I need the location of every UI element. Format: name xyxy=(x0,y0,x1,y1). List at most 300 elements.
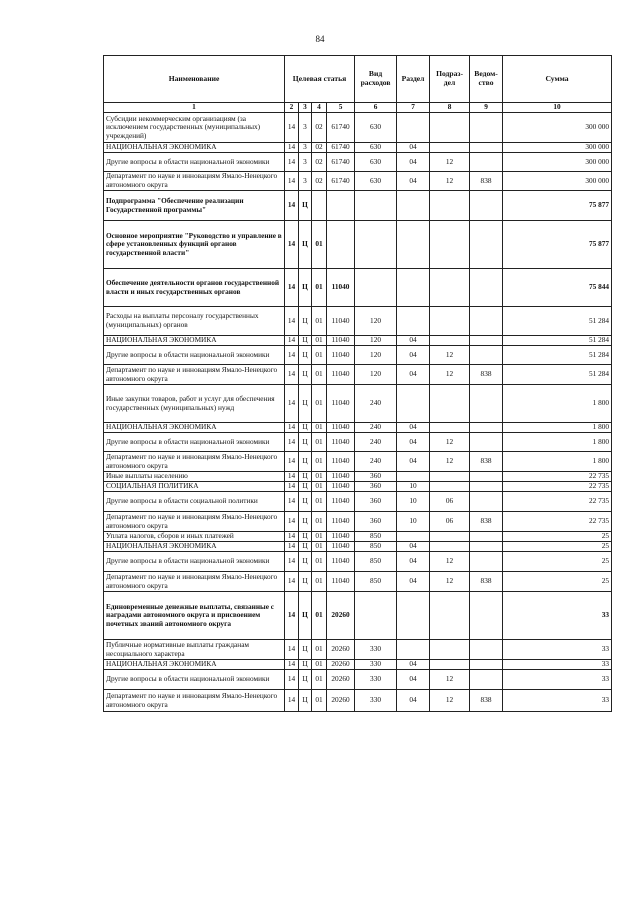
cell-target-program: 14 xyxy=(285,670,299,690)
cell-vedomstvo: 838 xyxy=(470,365,503,385)
cell-summa: 75 877 xyxy=(503,221,612,269)
column-number: 9 xyxy=(470,103,503,113)
cell-target-event: 01 xyxy=(312,452,327,472)
cell-summa: 25 xyxy=(503,532,612,542)
cell-vid: 330 xyxy=(355,690,397,712)
cell-target-subprogram: Ц xyxy=(299,552,312,572)
cell-target-event: 01 xyxy=(312,433,327,452)
cell-podrazdel xyxy=(430,336,470,346)
table-row xyxy=(104,512,612,532)
cell-target-event: 01 xyxy=(312,592,327,640)
cell-razdel xyxy=(397,532,430,542)
cell-vid: 330 xyxy=(355,660,397,670)
cell-target-program: 14 xyxy=(285,423,299,433)
cell-target-event: 02 xyxy=(312,153,327,172)
column-number: 10 xyxy=(503,103,612,113)
cell-name: Департамент по науке и инновациям Ямало-Ненецкого автономного округа xyxy=(104,452,285,472)
cell-summa: 25 xyxy=(503,542,612,552)
cell-podrazdel: 12 xyxy=(430,670,470,690)
cell-razdel xyxy=(397,640,430,660)
table-row xyxy=(104,492,612,512)
cell-name: Другие вопросы в области социальной политики xyxy=(104,492,285,512)
cell-vid: 240 xyxy=(355,452,397,472)
cell-target-program: 14 xyxy=(285,640,299,660)
cell-podrazdel: 12 xyxy=(430,346,470,365)
cell-razdel: 10 xyxy=(397,492,430,512)
cell-vedomstvo xyxy=(470,307,503,336)
cell-target-event: 01 xyxy=(312,690,327,712)
cell-target-code xyxy=(327,191,355,221)
cell-summa: 33 xyxy=(503,640,612,660)
table-row xyxy=(104,592,612,640)
table-row xyxy=(104,385,612,423)
cell-podrazdel: 12 xyxy=(430,172,470,191)
column-number-row xyxy=(104,103,612,113)
column-number: 1 xyxy=(104,103,285,113)
cell-vid: 120 xyxy=(355,336,397,346)
table-row xyxy=(104,452,612,472)
cell-target-code: 11040 xyxy=(327,482,355,492)
cell-name: Департамент по науке и инновациям Ямало-Ненецкого автономного округа xyxy=(104,365,285,385)
cell-summa: 33 xyxy=(503,690,612,712)
cell-target-subprogram: Ц xyxy=(299,512,312,532)
cell-name: Иные закупки товаров, работ и услуг для обеспечения государственных (муниципальных) нужд xyxy=(104,385,285,423)
cell-target-program: 14 xyxy=(285,532,299,542)
cell-target-program: 14 xyxy=(285,542,299,552)
cell-razdel xyxy=(397,385,430,423)
table-row xyxy=(104,670,612,690)
table-row xyxy=(104,346,612,365)
cell-target-subprogram: 3 xyxy=(299,153,312,172)
cell-summa: 75 844 xyxy=(503,269,612,307)
cell-razdel: 04 xyxy=(397,172,430,191)
table-body xyxy=(104,113,612,712)
cell-target-subprogram: Ц xyxy=(299,221,312,269)
cell-vedomstvo xyxy=(470,670,503,690)
cell-razdel xyxy=(397,307,430,336)
cell-target-event: 01 xyxy=(312,660,327,670)
cell-summa: 25 xyxy=(503,572,612,592)
cell-razdel: 04 xyxy=(397,365,430,385)
cell-podrazdel: 12 xyxy=(430,365,470,385)
cell-target-subprogram: Ц xyxy=(299,385,312,423)
table-row xyxy=(104,336,612,346)
cell-name: НАЦИОНАЛЬНАЯ ЭКОНОМИКА xyxy=(104,336,285,346)
table-row xyxy=(104,269,612,307)
table-row xyxy=(104,532,612,542)
cell-vid: 330 xyxy=(355,640,397,660)
cell-target-program: 14 xyxy=(285,336,299,346)
cell-podrazdel xyxy=(430,532,470,542)
cell-podrazdel xyxy=(430,269,470,307)
cell-target-code: 11040 xyxy=(327,307,355,336)
cell-razdel: 04 xyxy=(397,542,430,552)
cell-name: Другие вопросы в области национальной экономики xyxy=(104,552,285,572)
cell-summa: 33 xyxy=(503,670,612,690)
cell-target-event: 01 xyxy=(312,670,327,690)
cell-target-code: 11040 xyxy=(327,269,355,307)
cell-razdel: 04 xyxy=(397,690,430,712)
cell-summa: 22 735 xyxy=(503,482,612,492)
cell-target-event: 01 xyxy=(312,423,327,433)
cell-target-subprogram: Ц xyxy=(299,365,312,385)
cell-target-code: 61740 xyxy=(327,113,355,143)
table-row xyxy=(104,640,612,660)
table-row xyxy=(104,472,612,482)
cell-vedomstvo: 838 xyxy=(470,690,503,712)
cell-target-event: 01 xyxy=(312,336,327,346)
cell-target-event: 01 xyxy=(312,472,327,482)
cell-vid: 360 xyxy=(355,512,397,532)
cell-podrazdel xyxy=(430,482,470,492)
cell-vedomstvo xyxy=(470,482,503,492)
header-vid: Вид расходов xyxy=(355,56,397,103)
cell-podrazdel xyxy=(430,640,470,660)
page-number: 84 xyxy=(315,34,325,44)
cell-vid: 120 xyxy=(355,307,397,336)
cell-target-event: 01 xyxy=(312,346,327,365)
cell-summa: 300 000 xyxy=(503,153,612,172)
cell-razdel: 04 xyxy=(397,423,430,433)
cell-razdel xyxy=(397,221,430,269)
cell-target-program: 14 xyxy=(285,433,299,452)
cell-summa: 51 284 xyxy=(503,346,612,365)
cell-target-subprogram: Ц xyxy=(299,346,312,365)
cell-name: Единовременные денежные выплаты, связанные с наградами автономного округа и присвоением почетных званий автономного округа xyxy=(104,592,285,640)
cell-target-program: 14 xyxy=(285,482,299,492)
cell-name: Уплата налогов, сборов и иных платежей xyxy=(104,532,285,542)
cell-target-program: 14 xyxy=(285,113,299,143)
cell-name: Другие вопросы в области национальной экономики xyxy=(104,433,285,452)
cell-target-event: 01 xyxy=(312,365,327,385)
column-number: 7 xyxy=(397,103,430,113)
budget-table xyxy=(103,55,612,712)
cell-razdel: 04 xyxy=(397,572,430,592)
cell-razdel: 04 xyxy=(397,346,430,365)
cell-podrazdel: 12 xyxy=(430,690,470,712)
cell-name: Другие вопросы в области национальной экономики xyxy=(104,670,285,690)
cell-summa: 1 800 xyxy=(503,452,612,472)
cell-target-subprogram: Ц xyxy=(299,532,312,542)
cell-target-event: 01 xyxy=(312,552,327,572)
cell-razdel: 04 xyxy=(397,336,430,346)
cell-target-program: 14 xyxy=(285,472,299,482)
cell-podrazdel xyxy=(430,385,470,423)
cell-name: Основное мероприятие "Руководство и управление в сфере установленных функций органов государственной власти" xyxy=(104,221,285,269)
cell-name: Другие вопросы в области национальной экономики xyxy=(104,346,285,365)
cell-summa: 1 800 xyxy=(503,433,612,452)
cell-vid: 850 xyxy=(355,552,397,572)
cell-name: Расходы на выплаты персоналу государственных (муниципальных) органов xyxy=(104,307,285,336)
cell-target-code: 11040 xyxy=(327,572,355,592)
cell-vid: 850 xyxy=(355,532,397,542)
cell-target-subprogram: 3 xyxy=(299,172,312,191)
cell-vid: 240 xyxy=(355,385,397,423)
cell-target-code: 20260 xyxy=(327,592,355,640)
cell-vedomstvo xyxy=(470,492,503,512)
cell-target-subprogram: Ц xyxy=(299,482,312,492)
cell-razdel: 04 xyxy=(397,660,430,670)
cell-vedomstvo xyxy=(470,433,503,452)
cell-target-event: 01 xyxy=(312,640,327,660)
cell-vid: 850 xyxy=(355,572,397,592)
cell-target-subprogram: Ц xyxy=(299,423,312,433)
cell-vid: 630 xyxy=(355,172,397,191)
cell-target-code: 20260 xyxy=(327,670,355,690)
cell-razdel: 10 xyxy=(397,482,430,492)
header-target: Целевая статья xyxy=(285,56,355,103)
cell-target-subprogram: Ц xyxy=(299,670,312,690)
cell-podrazdel xyxy=(430,113,470,143)
table-row xyxy=(104,433,612,452)
cell-name: Иные выплаты населению xyxy=(104,472,285,482)
cell-target-subprogram: Ц xyxy=(299,572,312,592)
cell-name: НАЦИОНАЛЬНАЯ ЭКОНОМИКА xyxy=(104,143,285,153)
cell-razdel xyxy=(397,269,430,307)
cell-target-subprogram: Ц xyxy=(299,472,312,482)
cell-vedomstvo xyxy=(470,542,503,552)
cell-name: Другие вопросы в области национальной экономики xyxy=(104,153,285,172)
cell-vid: 360 xyxy=(355,482,397,492)
cell-target-code: 20260 xyxy=(327,690,355,712)
cell-name: Департамент по науке и инновациям Ямало-Ненецкого автономного округа xyxy=(104,512,285,532)
cell-vedomstvo xyxy=(470,221,503,269)
cell-target-subprogram: Ц xyxy=(299,269,312,307)
cell-vedomstvo xyxy=(470,269,503,307)
cell-summa: 51 284 xyxy=(503,307,612,336)
cell-vedomstvo xyxy=(470,113,503,143)
cell-vid xyxy=(355,592,397,640)
cell-target-program: 14 xyxy=(285,269,299,307)
cell-podrazdel: 06 xyxy=(430,512,470,532)
header-row xyxy=(104,56,612,103)
cell-podrazdel: 06 xyxy=(430,492,470,512)
cell-target-program: 14 xyxy=(285,552,299,572)
cell-vedomstvo: 838 xyxy=(470,512,503,532)
cell-vedomstvo xyxy=(470,336,503,346)
table-row xyxy=(104,552,612,572)
header-podrazdel: Подраз-дел xyxy=(430,56,470,103)
cell-podrazdel xyxy=(430,221,470,269)
cell-name: Департамент по науке и инновациям Ямало-Ненецкого автономного округа xyxy=(104,572,285,592)
cell-podrazdel xyxy=(430,472,470,482)
table-row xyxy=(104,113,612,143)
cell-name: Публичные нормативные выплаты гражданам несоциального характера xyxy=(104,640,285,660)
cell-target-program: 14 xyxy=(285,572,299,592)
cell-target-event: 01 xyxy=(312,482,327,492)
column-number: 8 xyxy=(430,103,470,113)
header-razdel: Раздел xyxy=(397,56,430,103)
cell-target-subprogram: Ц xyxy=(299,660,312,670)
table-row xyxy=(104,221,612,269)
cell-vid: 630 xyxy=(355,153,397,172)
cell-target-subprogram: 3 xyxy=(299,143,312,153)
cell-target-code: 11040 xyxy=(327,512,355,532)
cell-vid: 360 xyxy=(355,492,397,512)
cell-podrazdel xyxy=(430,660,470,670)
cell-target-program: 14 xyxy=(285,365,299,385)
cell-target-code: 20260 xyxy=(327,640,355,660)
cell-target-program: 14 xyxy=(285,512,299,532)
cell-razdel xyxy=(397,472,430,482)
table-row xyxy=(104,172,612,191)
cell-target-event: 01 xyxy=(312,221,327,269)
cell-vid: 360 xyxy=(355,472,397,482)
cell-target-subprogram: Ц xyxy=(299,307,312,336)
cell-summa: 51 284 xyxy=(503,336,612,346)
cell-target-program: 14 xyxy=(285,660,299,670)
cell-target-event: 01 xyxy=(312,572,327,592)
column-number: 2 xyxy=(285,103,299,113)
cell-target-code: 11040 xyxy=(327,472,355,482)
header-vedomstvo: Ведом-ство xyxy=(470,56,503,103)
cell-summa: 1 800 xyxy=(503,385,612,423)
cell-podrazdel: 12 xyxy=(430,433,470,452)
cell-vedomstvo xyxy=(470,143,503,153)
cell-summa: 33 xyxy=(503,592,612,640)
column-number: 4 xyxy=(312,103,327,113)
cell-target-event: 02 xyxy=(312,143,327,153)
cell-vedomstvo xyxy=(470,552,503,572)
cell-target-subprogram: Ц xyxy=(299,542,312,552)
cell-name: Департамент по науке и инновациям Ямало-Ненецкого автономного округа xyxy=(104,172,285,191)
cell-vedomstvo xyxy=(470,346,503,365)
cell-razdel: 10 xyxy=(397,512,430,532)
cell-summa: 22 735 xyxy=(503,512,612,532)
cell-target-code: 61740 xyxy=(327,153,355,172)
cell-podrazdel xyxy=(430,423,470,433)
table-row xyxy=(104,660,612,670)
cell-vedomstvo xyxy=(470,423,503,433)
cell-name: Обеспечение деятельности органов государственной власти и иных государственных органов xyxy=(104,269,285,307)
cell-summa: 25 xyxy=(503,552,612,572)
cell-podrazdel xyxy=(430,592,470,640)
cell-vedomstvo: 838 xyxy=(470,572,503,592)
cell-name: Субсидии некоммерческим организациям (за исключением государственных (муниципальных) учреждений) xyxy=(104,113,285,143)
cell-target-code xyxy=(327,221,355,269)
cell-target-subprogram: Ц xyxy=(299,640,312,660)
cell-razdel: 04 xyxy=(397,452,430,472)
cell-target-code: 11040 xyxy=(327,433,355,452)
cell-target-code: 11040 xyxy=(327,552,355,572)
cell-vedomstvo xyxy=(470,472,503,482)
cell-vid xyxy=(355,269,397,307)
cell-target-program: 14 xyxy=(285,690,299,712)
cell-target-subprogram: Ц xyxy=(299,452,312,472)
cell-target-code: 11040 xyxy=(327,346,355,365)
cell-vedomstvo xyxy=(470,592,503,640)
cell-podrazdel xyxy=(430,191,470,221)
cell-vid xyxy=(355,221,397,269)
cell-vid: 330 xyxy=(355,670,397,690)
table-row xyxy=(104,423,612,433)
cell-target-code: 11040 xyxy=(327,365,355,385)
column-number: 5 xyxy=(327,103,355,113)
cell-summa: 300 000 xyxy=(503,143,612,153)
cell-target-event: 01 xyxy=(312,512,327,532)
cell-target-event: 02 xyxy=(312,113,327,143)
cell-vedomstvo xyxy=(470,640,503,660)
cell-target-code: 11040 xyxy=(327,336,355,346)
cell-target-code: 61740 xyxy=(327,143,355,153)
cell-vedomstvo: 838 xyxy=(470,452,503,472)
cell-target-program: 14 xyxy=(285,221,299,269)
cell-vedomstvo xyxy=(470,191,503,221)
cell-name: НАЦИОНАЛЬНАЯ ЭКОНОМИКА xyxy=(104,660,285,670)
cell-razdel: 04 xyxy=(397,433,430,452)
cell-razdel xyxy=(397,113,430,143)
cell-podrazdel: 12 xyxy=(430,572,470,592)
header-summa: Сумма xyxy=(503,56,612,103)
cell-name: Подпрограмма "Обеспечение реализации Государственной программы" xyxy=(104,191,285,221)
cell-vid: 120 xyxy=(355,346,397,365)
cell-summa: 1 800 xyxy=(503,423,612,433)
cell-target-program: 14 xyxy=(285,385,299,423)
cell-target-event: 01 xyxy=(312,269,327,307)
cell-name: НАЦИОНАЛЬНАЯ ЭКОНОМИКА xyxy=(104,542,285,552)
table-row xyxy=(104,690,612,712)
cell-vedomstvo xyxy=(470,532,503,542)
table-row xyxy=(104,482,612,492)
cell-podrazdel: 12 xyxy=(430,452,470,472)
cell-target-program: 14 xyxy=(285,592,299,640)
cell-name: СОЦИАЛЬНАЯ ПОЛИТИКА xyxy=(104,482,285,492)
cell-name: Департамент по науке и инновациям Ямало-Ненецкого автономного округа xyxy=(104,690,285,712)
cell-target-program: 14 xyxy=(285,172,299,191)
cell-vid: 240 xyxy=(355,423,397,433)
cell-vid: 240 xyxy=(355,433,397,452)
cell-vid: 120 xyxy=(355,365,397,385)
cell-target-code: 11040 xyxy=(327,492,355,512)
column-number: 3 xyxy=(299,103,312,113)
cell-target-code: 20260 xyxy=(327,660,355,670)
cell-target-subprogram: 3 xyxy=(299,113,312,143)
cell-summa: 51 284 xyxy=(503,365,612,385)
cell-vid: 850 xyxy=(355,542,397,552)
cell-target-program: 14 xyxy=(285,452,299,472)
cell-summa: 22 735 xyxy=(503,492,612,512)
table-row xyxy=(104,365,612,385)
cell-target-program: 14 xyxy=(285,492,299,512)
cell-target-event: 01 xyxy=(312,532,327,542)
cell-target-code: 11040 xyxy=(327,532,355,542)
cell-summa: 300 000 xyxy=(503,113,612,143)
cell-podrazdel xyxy=(430,307,470,336)
cell-name: НАЦИОНАЛЬНАЯ ЭКОНОМИКА xyxy=(104,423,285,433)
cell-target-program: 14 xyxy=(285,307,299,336)
cell-summa: 75 877 xyxy=(503,191,612,221)
cell-vedomstvo xyxy=(470,153,503,172)
column-number: 6 xyxy=(355,103,397,113)
cell-target-code: 11040 xyxy=(327,423,355,433)
cell-podrazdel: 12 xyxy=(430,552,470,572)
cell-razdel xyxy=(397,191,430,221)
cell-target-subprogram: Ц xyxy=(299,492,312,512)
cell-target-event: 01 xyxy=(312,307,327,336)
cell-vid xyxy=(355,191,397,221)
cell-summa: 300 000 xyxy=(503,172,612,191)
cell-summa: 22 735 xyxy=(503,472,612,482)
cell-target-subprogram: Ц xyxy=(299,592,312,640)
cell-target-code: 11040 xyxy=(327,385,355,423)
cell-target-event xyxy=(312,191,327,221)
table-row xyxy=(104,307,612,336)
table-row xyxy=(104,191,612,221)
cell-vedomstvo xyxy=(470,660,503,670)
cell-target-subprogram: Ц xyxy=(299,336,312,346)
cell-razdel: 04 xyxy=(397,670,430,690)
cell-vid: 630 xyxy=(355,143,397,153)
